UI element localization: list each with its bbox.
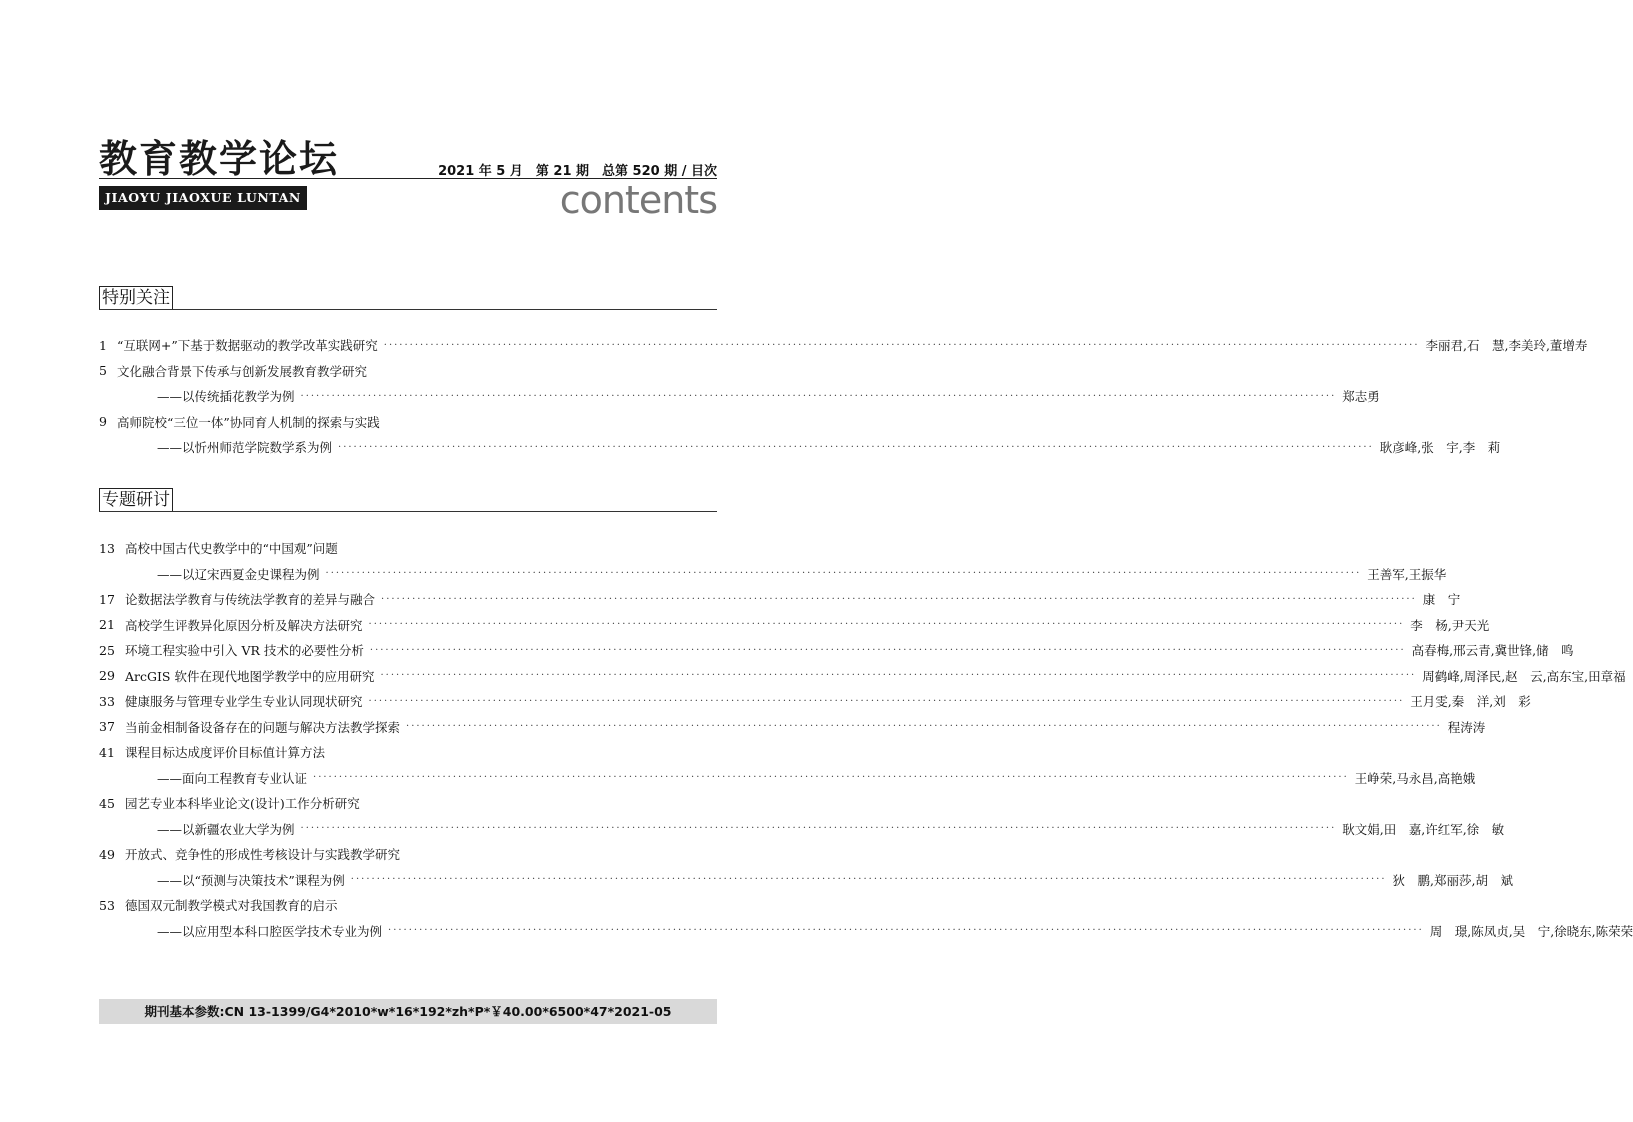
page-number: 1 <box>99 337 107 353</box>
leader-dots: ········································································································································································································ <box>380 670 1417 681</box>
article-title: 高校学生评教异化原因分析及解决方法研究 <box>125 617 363 633</box>
article-title: 开放式、竞争性的形成性考核设计与实践教学研究 <box>125 847 401 862</box>
toc-entry[interactable] <box>99 335 1588 355</box>
toc-entry[interactable] <box>99 589 1461 609</box>
article-subtitle: ——以辽宋西夏金史课程为例 <box>157 566 320 582</box>
page-number: 9 <box>99 414 107 429</box>
article-title: 高师院校“三位一体”协同育人机制的探索与实践 <box>117 414 380 430</box>
leader-dots: ········································································································································································································ <box>313 772 1349 783</box>
leader-dots: ········································································································································································································ <box>381 593 1417 605</box>
leader-dots: ········································································································································································································ <box>338 441 1374 453</box>
toc-entry[interactable] <box>99 640 1574 660</box>
journal-title: 教育教学论坛 <box>99 137 340 181</box>
page-number: 53 <box>99 897 115 913</box>
pinyin-banner: JIAOYU JIAOXUE LUNTAN <box>99 186 307 210</box>
section-rule <box>99 309 717 310</box>
article-authors: 狄 鹏,郑丽莎,胡 斌 <box>1392 872 1513 888</box>
section-rule <box>99 511 717 512</box>
article-authors: 李 杨,尹天光 <box>1410 617 1490 633</box>
contents-wordmark: contents <box>559 178 717 222</box>
article-title: 环境工程实验中引入 VR 技术的必要性分析 <box>125 643 364 658</box>
toc-entry-subtitle[interactable] <box>99 564 1447 584</box>
publication-parameters-bar: 期刊基本参数:CN 13-1399/G4*2010*w*16*192*zh*P*￥40.00*6500*47*2021-05 <box>99 999 717 1024</box>
toc-entry-subtitle[interactable] <box>99 437 1501 457</box>
article-title: 文化融合背景下传承与创新发展教育教学研究 <box>117 363 368 379</box>
toc-entry[interactable] <box>99 538 717 558</box>
section-heading-topic-discussion: 专题研讨 <box>99 488 173 512</box>
toc-entry[interactable] <box>99 361 717 381</box>
page-number: 25 <box>99 642 115 658</box>
leader-dots: ········································································································································································································ <box>369 644 1406 656</box>
leader-dots: ········································································································································································································ <box>368 619 1405 630</box>
article-authors: 王峥荣,马永昌,高艳娥 <box>1354 770 1476 786</box>
page-number: 17 <box>99 591 115 607</box>
leader-dots: ········································································································································································································ <box>300 390 1337 402</box>
page-number: 45 <box>99 795 115 811</box>
article-authors: 郑志勇 <box>1342 389 1380 404</box>
article-title: 健康服务与管理专业学生专业认同现状研究 <box>125 694 363 709</box>
leader-dots: ········································································································································································································ <box>300 823 1337 834</box>
article-authors: 周鹤峰,周泽民,赵 云,高东宝,田章福 <box>1422 668 1626 684</box>
article-subtitle: ——以新疆农业大学为例 <box>157 821 295 837</box>
article-title: 园艺专业本科毕业论文(设计)工作分析研究 <box>125 796 360 811</box>
article-authors: 李丽君,石 慧,李美玲,董增寿 <box>1425 338 1588 353</box>
article-authors: 高春梅,邢云青,冀世锋,储 鸣 <box>1411 643 1574 658</box>
article-authors: 王月雯,秦 洋,刘 彩 <box>1410 694 1531 709</box>
article-title: ArcGIS 软件在现代地图学教学中的应用研究 <box>125 668 375 684</box>
article-authors: 程涛涛 <box>1447 719 1486 735</box>
page-number: 5 <box>99 363 107 378</box>
toc-entry[interactable] <box>99 844 717 864</box>
article-title: 论数据法学教育与传统法学教育的差异与融合 <box>125 592 376 607</box>
article-subtitle: ——以忻州师范学院数学系为例 <box>157 440 333 455</box>
issue-info: 2021 年 5 月 第 21 期 总第 520 期 / 目次 <box>438 164 717 179</box>
article-authors: 耿彦峰,张 宇,李 莉 <box>1379 440 1501 455</box>
leader-dots: ········································································································································································································ <box>350 874 1387 885</box>
page-number: 41 <box>99 744 115 760</box>
article-title: 德国双元制教学模式对我国教育的启示 <box>125 898 338 913</box>
page-number: 13 <box>99 540 115 556</box>
toc-entry[interactable] <box>99 793 717 813</box>
leader-dots: ········································································································································································································ <box>325 568 1362 579</box>
toc-entry[interactable] <box>99 895 717 915</box>
toc-entry[interactable] <box>99 615 1490 635</box>
page-number: 21 <box>99 617 115 632</box>
toc-entry[interactable] <box>99 412 717 432</box>
leader-dots: ········································································································································································································ <box>388 925 1424 936</box>
page-number: 49 <box>99 846 115 862</box>
article-authors: 周 璟,陈凤贞,吴 宁,徐晓东,陈荣荣 <box>1429 923 1633 939</box>
page-number: 29 <box>99 668 115 683</box>
toc-entry[interactable] <box>99 691 1531 711</box>
toc-entry-subtitle[interactable] <box>99 870 1513 890</box>
article-subtitle: ——以应用型本科口腔医学技术专业为例 <box>157 923 383 939</box>
article-authors: 王善军,王振华 <box>1367 566 1447 582</box>
article-authors: 耿文娟,田 嘉,许红军,徐 敏 <box>1342 821 1505 837</box>
toc-entry-subtitle[interactable] <box>99 768 1476 788</box>
toc-entry-subtitle[interactable] <box>99 386 1380 406</box>
toc-entry[interactable] <box>99 717 1486 737</box>
page-number: 37 <box>99 719 115 734</box>
leader-dots: ········································································································································································································ <box>368 695 1405 707</box>
article-title: “互联网+”下基于数据驱动的教学改革实践研究 <box>117 338 378 353</box>
article-subtitle: ——面向工程教育专业认证 <box>157 770 308 786</box>
section-heading-special-focus: 特别关注 <box>99 286 173 310</box>
toc-entry[interactable] <box>99 742 717 762</box>
toc-entry[interactable] <box>99 666 1626 686</box>
article-subtitle: ——以“预测与决策技术”课程为例 <box>157 872 345 888</box>
article-title: 课程目标达成度评价目标值计算方法 <box>125 745 326 760</box>
toc-entry-subtitle[interactable] <box>99 819 1505 839</box>
toc-entry-subtitle[interactable] <box>99 921 1633 941</box>
article-authors: 康 宁 <box>1422 592 1461 607</box>
article-title: 当前金相制备设备存在的问题与解决方法教学探索 <box>125 719 401 735</box>
leader-dots: ········································································································································································································ <box>406 721 1442 732</box>
leader-dots: ········································································································································································································ <box>383 339 1420 351</box>
article-subtitle: ——以传统插花教学为例 <box>157 389 295 404</box>
page-number: 33 <box>99 693 115 709</box>
article-title: 高校中国古代史教学中的“中国观”问题 <box>125 541 338 556</box>
